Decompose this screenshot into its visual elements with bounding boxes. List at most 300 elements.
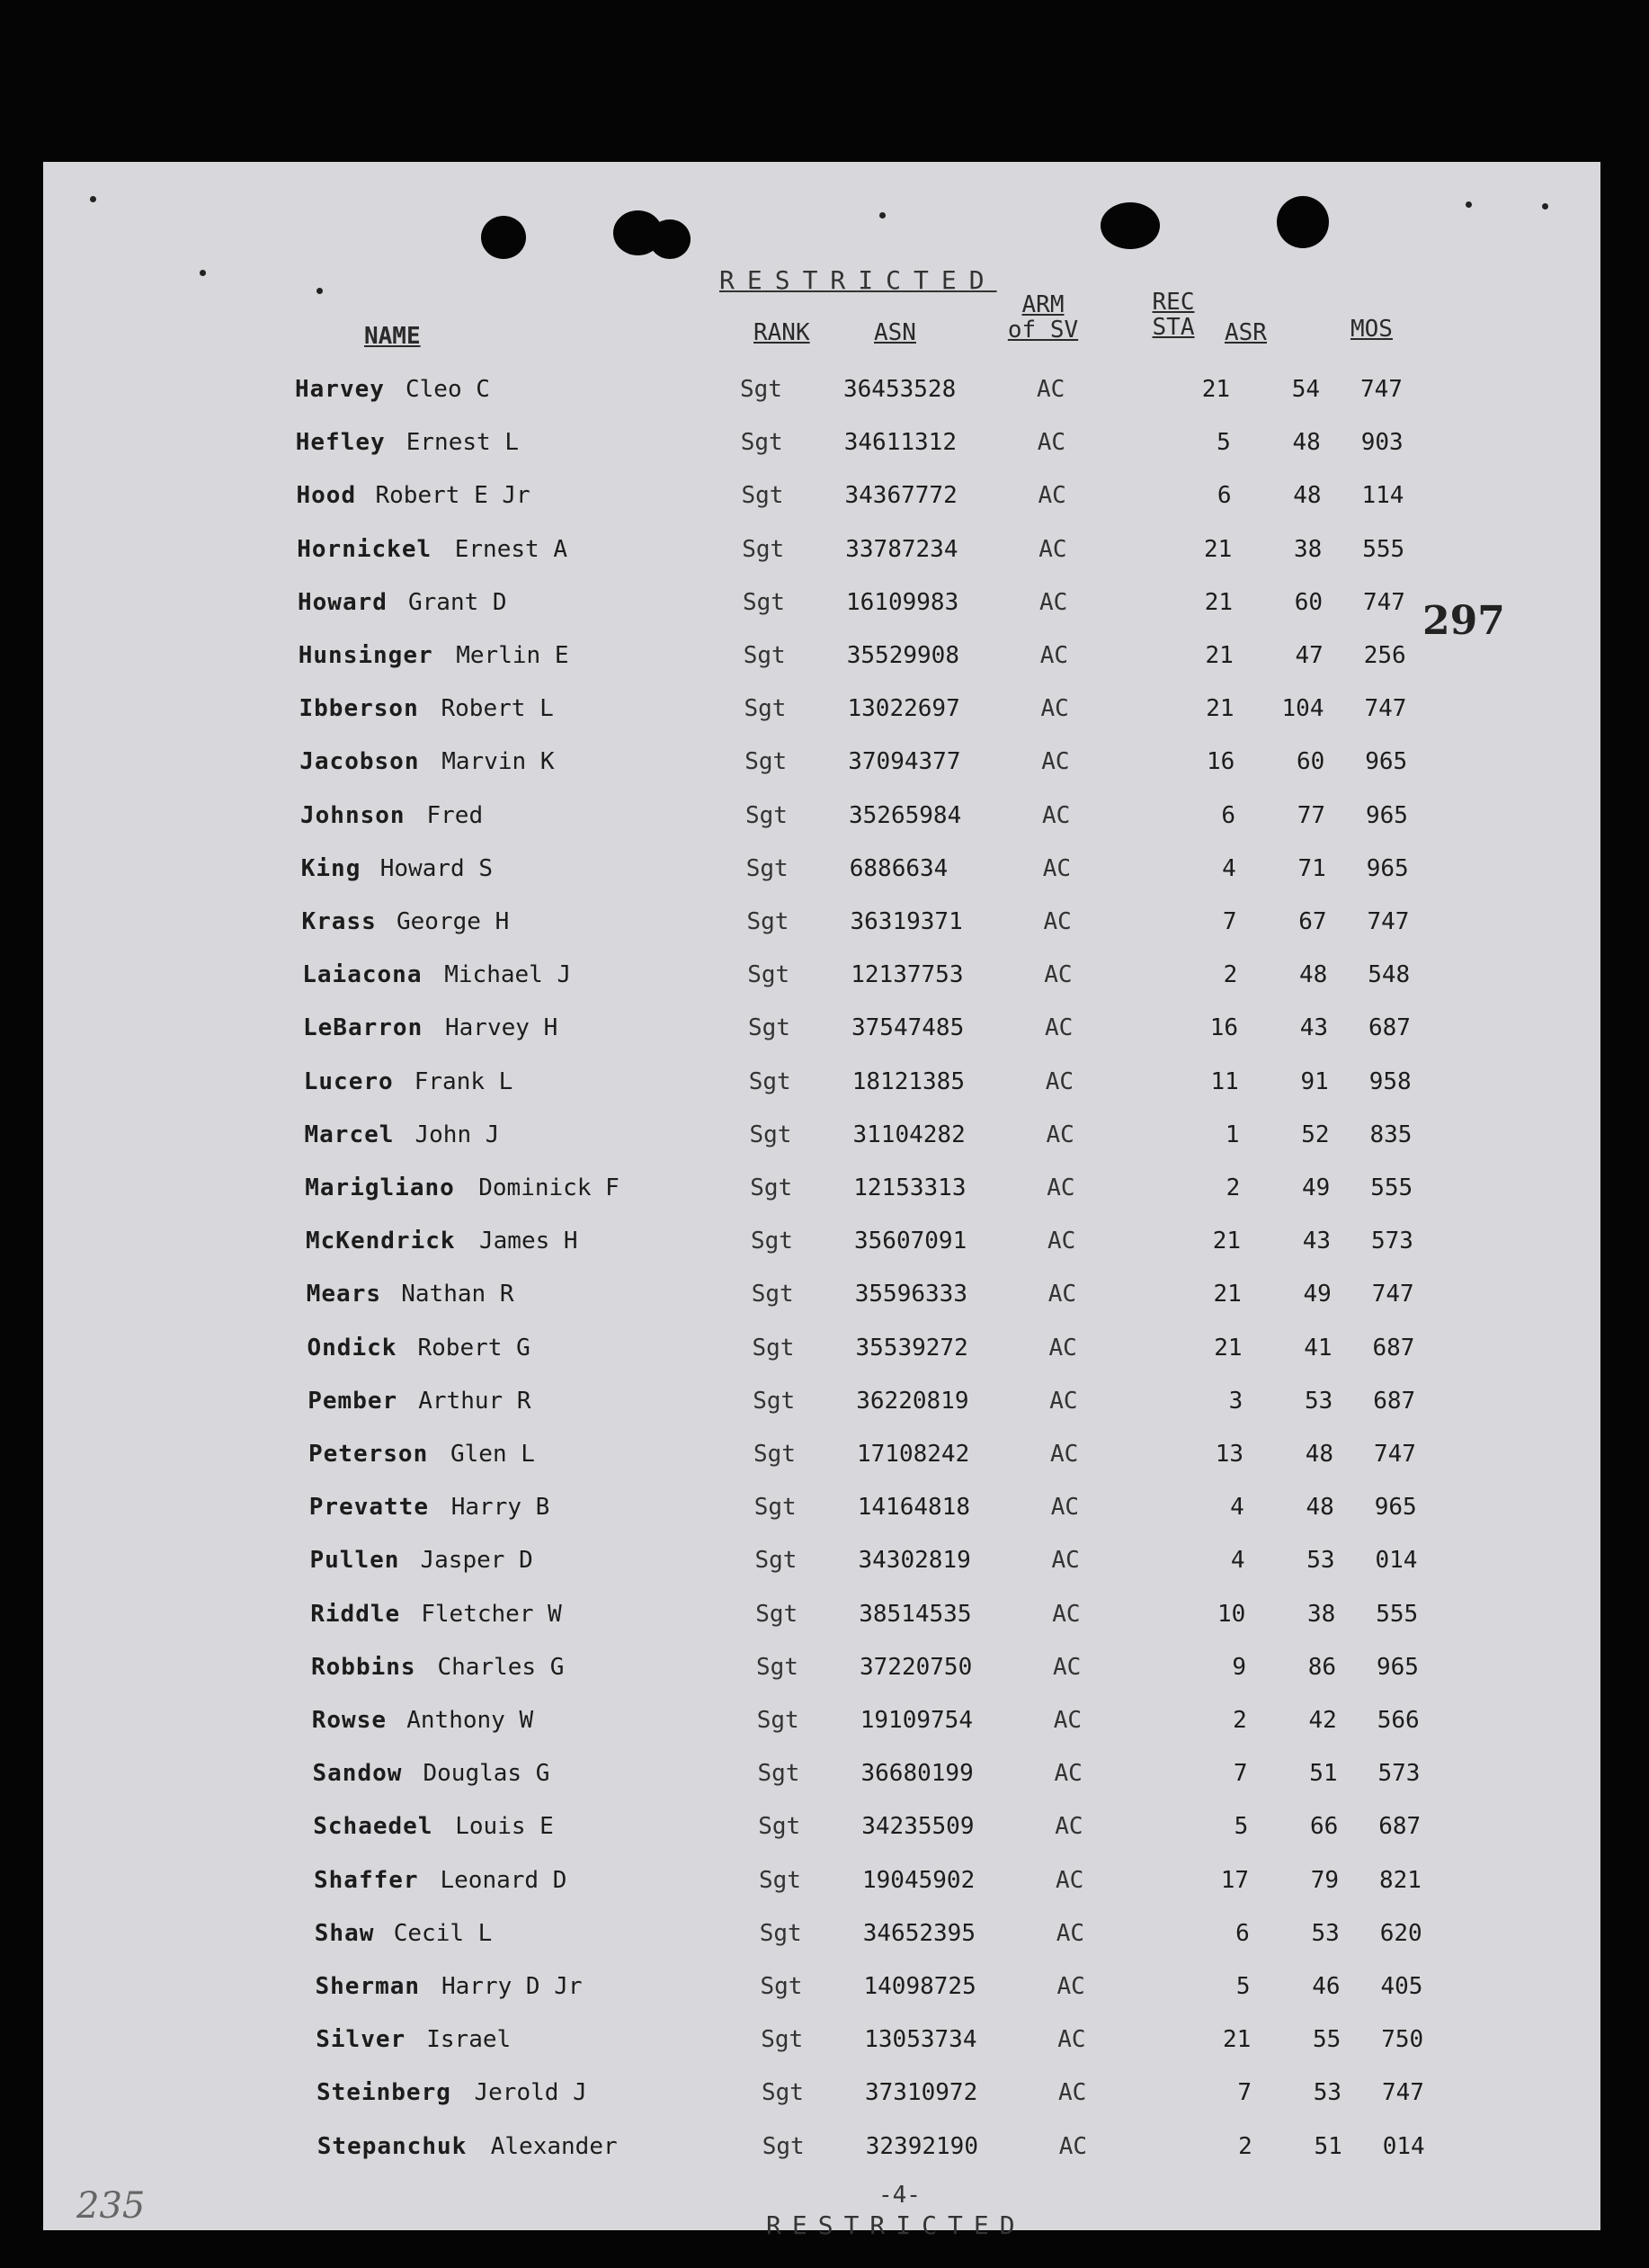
- rec-sta: 10: [1217, 1600, 1246, 1628]
- last-name: Hunsinger: [298, 642, 433, 669]
- rank: Sgt: [749, 1121, 792, 1148]
- first-name: Frank L: [414, 1067, 513, 1095]
- rank: Sgt: [740, 376, 782, 403]
- table-row: [302, 961, 1471, 997]
- mos: 548: [1368, 961, 1411, 989]
- asn: 34235509: [861, 1813, 975, 1841]
- rec-sta: 16: [1206, 748, 1235, 776]
- first-name: Merlin E: [456, 642, 569, 669]
- rec-sta: 2: [1238, 2132, 1252, 2160]
- last-name: Marcel: [304, 1121, 395, 1148]
- rec-sta: 21: [1206, 695, 1235, 723]
- rank: Sgt: [751, 1281, 794, 1308]
- rank: Sgt: [744, 748, 788, 776]
- rec-sta: 5: [1217, 429, 1231, 457]
- last-name: Pember: [308, 1387, 398, 1415]
- mos: 620: [1379, 1919, 1422, 1947]
- last-name: Hefley: [295, 429, 386, 457]
- asr: 79: [1310, 1866, 1339, 1894]
- first-name: Marvin K: [441, 748, 555, 776]
- arm-of-service: AC: [1046, 1121, 1074, 1148]
- table-row: [316, 2079, 1485, 2115]
- mos: 114: [1361, 482, 1404, 510]
- rank: Sgt: [755, 1600, 798, 1628]
- mos: 750: [1381, 2026, 1424, 2054]
- mos: 256: [1363, 642, 1406, 669]
- asn: 36453528: [843, 376, 957, 403]
- asn: 38514535: [859, 1600, 972, 1628]
- last-name: Sherman: [315, 1973, 421, 2000]
- rec-sta: 21: [1214, 1334, 1243, 1362]
- rec-sta: 7: [1222, 908, 1237, 935]
- asr: 71: [1297, 854, 1326, 882]
- table-row: [310, 1547, 1479, 1583]
- mos: 965: [1365, 748, 1408, 776]
- stamp-number: 297: [1422, 598, 1505, 644]
- table-row: [297, 536, 1466, 572]
- asn: 14164818: [857, 1494, 970, 1522]
- rank: Sgt: [761, 2026, 804, 2054]
- header-arm-line1: ARM: [1021, 291, 1065, 318]
- arm-of-service: AC: [1050, 1441, 1079, 1468]
- asr: 53: [1306, 1547, 1335, 1575]
- asr: 91: [1300, 1067, 1329, 1095]
- asn: 36220819: [856, 1387, 969, 1415]
- asr: 51: [1309, 1760, 1338, 1788]
- arm-of-service: AC: [1044, 961, 1073, 989]
- first-name: Arthur R: [418, 1387, 531, 1415]
- arm-of-service: AC: [1051, 1547, 1080, 1575]
- table-row: [308, 1388, 1476, 1424]
- table-row: [311, 1654, 1480, 1690]
- arm-of-service: AC: [1058, 2132, 1088, 2160]
- first-name: Jerold J: [474, 2079, 587, 2107]
- asn: 33787234: [845, 535, 958, 563]
- rank: Sgt: [756, 1653, 798, 1681]
- speck: [879, 212, 886, 219]
- asn: 18121385: [851, 1067, 965, 1095]
- classification-top: RESTRICTED: [719, 265, 997, 295]
- first-name: Harry D Jr: [441, 1973, 583, 2000]
- header-rec-line1: REC: [1152, 289, 1195, 316]
- asn: 14098725: [863, 1973, 976, 2000]
- last-name: Schaedel: [313, 1813, 433, 1841]
- mos: 747: [1363, 588, 1405, 616]
- mos: 747: [1367, 908, 1410, 935]
- mos: 014: [1382, 2132, 1425, 2160]
- first-name: Robert E Jr: [375, 482, 530, 510]
- mos: 687: [1368, 1014, 1411, 1042]
- table-row: [303, 1014, 1472, 1050]
- rec-sta: 21: [1213, 1281, 1242, 1308]
- first-name: Leonard D: [440, 1866, 567, 1894]
- arm-of-service: AC: [1037, 429, 1066, 457]
- table-row: [298, 589, 1466, 625]
- table-row: [317, 2133, 1486, 2169]
- arm-of-service: AC: [1039, 588, 1068, 616]
- mos: 687: [1372, 1334, 1415, 1362]
- first-name: Nathan R: [401, 1281, 514, 1308]
- mos: 573: [1377, 1760, 1421, 1788]
- first-name: Ernest L: [406, 429, 519, 457]
- table-row: [316, 1973, 1484, 2009]
- rec-sta: 4: [1222, 854, 1236, 882]
- rank: Sgt: [753, 1387, 796, 1415]
- arm-of-service: AC: [1053, 1707, 1083, 1734]
- asn: 37547485: [851, 1014, 965, 1042]
- header-name: NAME: [364, 323, 421, 350]
- arm-of-service: AC: [1045, 1067, 1074, 1095]
- page-number: -4-: [878, 2182, 921, 2209]
- rec-sta: 21: [1212, 1228, 1241, 1255]
- last-name: Prevatte: [308, 1494, 429, 1522]
- first-name: George H: [397, 908, 510, 935]
- asr: 60: [1294, 588, 1323, 616]
- punch-hole: [481, 216, 526, 259]
- rec-sta: 13: [1215, 1441, 1243, 1468]
- mos: 747: [1364, 695, 1407, 723]
- arm-of-service: AC: [1040, 695, 1069, 723]
- table-row: [312, 1707, 1481, 1743]
- rank: Sgt: [748, 1014, 790, 1042]
- rec-sta: 2: [1233, 1707, 1247, 1734]
- last-name: Harvey: [295, 376, 385, 403]
- first-name: Robert G: [417, 1334, 530, 1362]
- rank: Sgt: [760, 1973, 803, 2000]
- mos: 835: [1369, 1121, 1413, 1148]
- arm-of-service: AC: [1038, 535, 1067, 563]
- table-row: [314, 1867, 1483, 1903]
- mos: 903: [1360, 429, 1404, 457]
- rank: Sgt: [741, 482, 784, 510]
- arm-of-service: AC: [1047, 1281, 1077, 1308]
- table-row: [299, 642, 1467, 678]
- rank: Sgt: [747, 961, 790, 989]
- punch-hole: [649, 219, 691, 259]
- asr: 47: [1295, 642, 1324, 669]
- last-name: Robbins: [311, 1653, 416, 1681]
- header-rec-line2: STA: [1152, 314, 1195, 341]
- rank: Sgt: [759, 1919, 802, 1947]
- table-row: [313, 1760, 1482, 1796]
- punch-hole: [1101, 202, 1160, 249]
- arm-of-service: AC: [1042, 801, 1071, 829]
- asn: 19109754: [860, 1707, 973, 1734]
- table-row: [305, 1121, 1474, 1157]
- asr: 86: [1307, 1653, 1336, 1681]
- asn: 34611312: [843, 429, 957, 457]
- rank: Sgt: [756, 1707, 799, 1734]
- first-name: Harry B: [450, 1494, 550, 1522]
- asr: 60: [1296, 748, 1325, 776]
- last-name: Ibberson: [299, 695, 419, 723]
- arm-of-service: AC: [1048, 1334, 1077, 1362]
- asn: 31104282: [852, 1121, 966, 1148]
- table-row: [297, 482, 1466, 518]
- rank: Sgt: [758, 1813, 801, 1841]
- rank: Sgt: [745, 801, 788, 829]
- table-row: [310, 1601, 1479, 1637]
- table-row: [309, 1494, 1478, 1530]
- table-row: [307, 1281, 1475, 1317]
- rank: Sgt: [754, 1547, 798, 1575]
- speck: [90, 196, 96, 202]
- asn: 36319371: [850, 908, 963, 935]
- rec-sta: 21: [1203, 535, 1233, 563]
- mos: 965: [1366, 801, 1408, 829]
- asr: 48: [1292, 429, 1321, 457]
- last-name: Shaw: [314, 1919, 375, 1947]
- mos: 687: [1378, 1813, 1422, 1841]
- first-name: Cecil L: [393, 1919, 493, 1947]
- rec-sta: 16: [1209, 1014, 1238, 1042]
- rec-sta: 21: [1222, 2026, 1252, 2054]
- rank: Sgt: [750, 1174, 793, 1201]
- header-asr: ASR: [1225, 319, 1267, 346]
- first-name: Louis E: [455, 1813, 554, 1841]
- table-row: [296, 429, 1465, 465]
- asr: 41: [1304, 1334, 1333, 1362]
- mos: 555: [1376, 1600, 1419, 1628]
- first-name: Glen L: [450, 1441, 535, 1468]
- first-name: Harvey H: [445, 1014, 558, 1042]
- asn: 13053734: [864, 2026, 977, 2054]
- asn: 35539272: [855, 1334, 968, 1362]
- mos: 958: [1368, 1067, 1412, 1095]
- rec-sta: 7: [1237, 2079, 1252, 2107]
- table-row: [313, 1813, 1482, 1849]
- asn: 32392190: [865, 2132, 978, 2160]
- last-name: Hornickel: [297, 535, 432, 563]
- last-name: Lucero: [303, 1067, 394, 1095]
- rec-sta: 17: [1220, 1866, 1249, 1894]
- last-name: Shaffer: [314, 1866, 419, 1894]
- table-row: [306, 1228, 1475, 1263]
- first-name: Douglas G: [423, 1760, 550, 1788]
- first-name: Robert L: [441, 695, 554, 723]
- arm-of-service: AC: [1054, 1760, 1083, 1788]
- header-asn: ASN: [874, 319, 916, 346]
- asn: 36680199: [860, 1760, 974, 1788]
- table-row: [300, 802, 1469, 838]
- first-name: Israel: [426, 2026, 512, 2054]
- asr: 77: [1297, 801, 1325, 829]
- first-name: James H: [479, 1228, 578, 1255]
- first-name: Anthony W: [406, 1707, 534, 1734]
- last-name: Pullen: [309, 1547, 400, 1575]
- table-row: [302, 908, 1471, 944]
- first-name: Fletcher W: [421, 1600, 562, 1628]
- arm-of-service: AC: [1057, 2026, 1086, 2054]
- asn: 35607091: [854, 1228, 967, 1255]
- speck: [316, 288, 323, 294]
- asn: 12137753: [851, 961, 964, 989]
- first-name: Charles G: [437, 1653, 565, 1681]
- table-row: [304, 1068, 1473, 1104]
- last-name: Mears: [306, 1281, 382, 1308]
- asn: 37220750: [860, 1653, 973, 1681]
- asn: 13022697: [847, 695, 960, 723]
- rank: Sgt: [748, 1067, 791, 1095]
- table-row: [305, 1174, 1474, 1210]
- asn: 34302819: [858, 1547, 971, 1575]
- asn: 35596333: [854, 1281, 967, 1308]
- last-name: LeBarron: [303, 1014, 423, 1042]
- asn: 34652395: [862, 1919, 976, 1947]
- arm-of-service: AC: [1055, 1813, 1083, 1841]
- asr: 104: [1281, 695, 1324, 723]
- rec-sta: 3: [1228, 1387, 1243, 1415]
- asr: 42: [1308, 1707, 1337, 1734]
- first-name: Alexander: [490, 2132, 618, 2160]
- mos: 555: [1362, 535, 1405, 563]
- mos: 573: [1371, 1228, 1413, 1255]
- asr: 48: [1305, 1441, 1333, 1468]
- arm-of-service: AC: [1056, 1973, 1085, 2000]
- rec-sta: 9: [1232, 1653, 1246, 1681]
- asr: 38: [1293, 535, 1323, 563]
- asr: 46: [1312, 1973, 1341, 2000]
- first-name: Howard S: [379, 854, 493, 882]
- rec-sta: 5: [1235, 1973, 1251, 2000]
- arm-of-service: AC: [1043, 908, 1072, 935]
- rec-sta: 6: [1221, 801, 1235, 829]
- rec-sta: 6: [1235, 1919, 1250, 1947]
- rank: Sgt: [762, 2132, 805, 2160]
- first-name: Cleo C: [406, 376, 490, 403]
- table-row: [299, 695, 1468, 731]
- asn: 34367772: [844, 482, 958, 510]
- last-name: Marigliano: [305, 1174, 455, 1201]
- arm-of-service: AC: [1047, 1174, 1075, 1201]
- mos: 821: [1379, 1866, 1422, 1894]
- asr: 53: [1304, 1387, 1333, 1415]
- asr: 48: [1306, 1494, 1334, 1522]
- asr: 52: [1301, 1121, 1330, 1148]
- mos: 747: [1374, 1441, 1416, 1468]
- mos: 014: [1375, 1547, 1418, 1575]
- mos: 747: [1371, 1281, 1414, 1308]
- arm-of-service: AC: [1045, 1014, 1074, 1042]
- arm-of-service: AC: [1053, 1653, 1082, 1681]
- last-name: Riddle: [310, 1600, 401, 1628]
- asn: 37310972: [865, 2079, 978, 2107]
- last-name: Jacobson: [299, 748, 420, 776]
- asn: 12153313: [853, 1174, 967, 1201]
- first-name: Dominick F: [478, 1174, 619, 1201]
- table-row: [299, 748, 1468, 784]
- last-name: Sandow: [312, 1760, 403, 1788]
- asn: 37094377: [848, 748, 961, 776]
- rank: Sgt: [742, 535, 785, 563]
- asn: 35529908: [846, 642, 959, 669]
- handwritten-number: 235: [76, 2185, 146, 2227]
- header-rec-sta: [1146, 290, 1200, 340]
- mos: 555: [1370, 1174, 1413, 1201]
- asr: 49: [1303, 1281, 1332, 1308]
- rec-sta: 7: [1233, 1760, 1248, 1788]
- arm-of-service: AC: [1052, 1600, 1081, 1628]
- mos: 687: [1373, 1387, 1416, 1415]
- last-name: Hood: [296, 482, 357, 510]
- mos: 747: [1382, 2079, 1424, 2107]
- asr: 38: [1306, 1600, 1336, 1628]
- last-name: McKendrick: [306, 1228, 456, 1255]
- last-name: Rowse: [311, 1707, 388, 1734]
- table-row: [316, 2026, 1484, 2062]
- rank: Sgt: [753, 1441, 796, 1468]
- rank: Sgt: [759, 1866, 801, 1894]
- mos: 566: [1377, 1707, 1420, 1734]
- header-arm-of-sv: [1003, 292, 1083, 343]
- last-name: Stepanchuk: [316, 2132, 468, 2160]
- speck: [1466, 201, 1472, 208]
- last-name: Howard: [298, 588, 388, 616]
- table-row: [315, 1920, 1484, 1956]
- last-name: King: [300, 854, 361, 882]
- asr: 43: [1299, 1014, 1328, 1042]
- rank: Sgt: [752, 1334, 795, 1362]
- rec-sta: 4: [1230, 1547, 1245, 1575]
- table-row: [308, 1441, 1477, 1477]
- mos: 965: [1374, 1494, 1417, 1522]
- rank: Sgt: [753, 1494, 797, 1522]
- asn: 35265984: [849, 801, 962, 829]
- arm-of-service: AC: [1039, 642, 1069, 669]
- rec-sta: 21: [1201, 376, 1230, 403]
- asr: 48: [1298, 961, 1328, 989]
- arm-of-service: AC: [1038, 482, 1066, 510]
- speck: [1542, 203, 1548, 210]
- arm-of-service: AC: [1047, 1228, 1076, 1255]
- first-name: Jasper D: [420, 1547, 533, 1575]
- speck: [200, 270, 206, 276]
- asn: 17108242: [857, 1441, 970, 1468]
- rec-sta: 2: [1226, 1174, 1241, 1201]
- asn: 16109983: [846, 588, 959, 616]
- last-name: Steinberg: [316, 2079, 451, 2107]
- table-row: [295, 376, 1464, 412]
- asr: 51: [1314, 2132, 1342, 2160]
- arm-of-service: AC: [1050, 1494, 1080, 1522]
- rank: Sgt: [746, 908, 789, 935]
- arm-of-service: AC: [1041, 748, 1070, 776]
- rec-sta: 5: [1234, 1813, 1249, 1841]
- table-row: [308, 1335, 1476, 1371]
- first-name: John J: [414, 1121, 500, 1148]
- asr: 55: [1312, 2026, 1341, 2054]
- last-name: Krass: [301, 908, 377, 935]
- rank: Sgt: [743, 588, 785, 616]
- asr: 67: [1298, 908, 1327, 935]
- asr: 66: [1309, 1813, 1339, 1841]
- last-name: Silver: [316, 2026, 406, 2054]
- last-name: Laiacona: [302, 961, 423, 989]
- arm-of-service: AC: [1056, 1866, 1084, 1894]
- asn: 19045902: [862, 1866, 976, 1894]
- punch-hole: [1277, 196, 1329, 248]
- rec-sta: 11: [1210, 1067, 1239, 1095]
- header-rank: RANK: [753, 319, 810, 346]
- first-name: Michael J: [444, 961, 572, 989]
- asr: 48: [1293, 482, 1322, 510]
- mos: 965: [1377, 1653, 1419, 1681]
- arm-of-service: AC: [1058, 2079, 1087, 2107]
- rec-sta: 6: [1217, 482, 1232, 510]
- arm-of-service: AC: [1037, 376, 1065, 403]
- asr: 49: [1301, 1174, 1331, 1201]
- arm-of-service: AC: [1042, 854, 1072, 882]
